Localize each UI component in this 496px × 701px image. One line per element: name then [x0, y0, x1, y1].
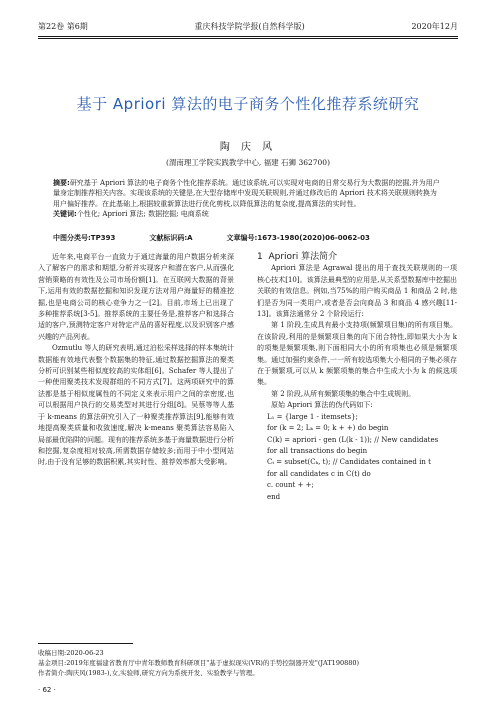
keywords	[53, 209, 443, 219]
code-line: Cₜ = subset(Cₖ, t); // Candidates contained in t	[267, 458, 431, 467]
code-line: end	[267, 492, 281, 501]
code-line: C(k) = apriori - gen (L(k - 1)); // New candidates	[267, 435, 439, 444]
body-paragraph: Apriori 算法是 Agrawal 提出的用于查找关联规则的一项核心技术[10]。该算法最典型的应用是,从关系型数据库中挖掘出关联的有效信息。例如,当75%的用户购买商品 1 和商品 2 时,他们是否为同一类用户,或者是否会向商品 3 和商品 4 感兴趣[11-13]。该算法通常分 2 个阶段运行:	[257, 264, 457, 319]
document-code: 文献标识码:A	[149, 234, 193, 242]
clc-number: 中图分类号:TP393	[53, 234, 116, 242]
pseudocode-block	[257, 412, 457, 503]
paper-title: 基于 Apriori 算法的电子商务个性化推荐系统研究	[76, 95, 420, 113]
article-number: 文章编号:1673-1980(2020)06-0062-03	[226, 234, 370, 242]
left-column	[38, 252, 234, 469]
code-line: for all candidates c in C(t) do	[267, 469, 371, 478]
footnote-bio: 作者简介:陶庆风(1983-),女,实验师,研究方向为系统开发、实验教学与管理。	[38, 669, 259, 677]
body-paragraph: 近年来,电商平台一直致力于通过海量的用户数据分析来深入了解客户的需求和期望,分析并实现客户和潜在客户,从而强化营销策略的有效性及公司市场份额[1]。在互联网大数据的背景下,运用有效的数据挖掘和知识发现方法对用户海量好的精准挖掘,也是电商公司的核心竞争力之一[2]。目前,市场上已出现了多种推荐系统[3-5]。推荐系统的主要任务是,推荐客户和选择合适的客户,预测特定客户对特定产品的喜好程度,以及识别客户感兴趣的产品列表。	[38, 253, 234, 341]
footnote-fund: 基金项目:2019年度福建省教育厅中青年教师教育科研项目"基于虚拟现实(VR)的手势控制器开发"(JAT190880)	[38, 659, 360, 667]
issue-date: 2020年12月	[411, 21, 458, 31]
author-affiliation: (渭南理工学院实践教学中心, 福建 石狮 362700)	[165, 158, 331, 167]
code-line: c. count + +;	[267, 481, 314, 490]
footnote-rule	[38, 643, 133, 644]
right-column	[257, 252, 457, 503]
body-paragraph: Ozmutlu 等人的研究表明,通过泊松采样选择的样本集统计数据能有效地代表整个数据集的特征,通过数据挖掘算法的聚类分析可识别某些相似度较高的实体组[6]。Schafer 等人提出了一种使用聚类技术发现群组的不同方式[7]。这两项研究中的算法都是基于相似度属性的不同定义来表示用户之间的亲密度,也可以根据用户执行的交易类型对其进行分组[8]。吴蔡等等人基于 k-means 的算法研究引入了一种聚类推荐算法[9],能够有效地提高聚类质量和收敛速度,解决 k-means 聚类算法容易陷入局部最优陷阱的问题。现有的推荐系统多基于海量数据进行分析和挖掘,复杂度相对较高,所需数据存储较多;而用于中小型网站时,由于没有足够的数据积累,其实时性、推荐效率都大受影响。	[38, 344, 234, 467]
body-paragraph: 第 1 阶段,生成具有最小支持项(频繁项目集)的所有项目集。在该阶段,利用的是频繁项目集的向下闭合特性,即如果大小为 k 的项集是频繁项集,则下面相同大小的所有项集也必须是频繁项集。通过加强约束条件,一一所有较选项集大小相同的子集必须存在于频繁项,可以从 k 频繁项集的集合中生成大小为 k 的候选项集。	[257, 321, 457, 387]
journal-name: 重庆科技学院学报(自然科学版)	[194, 21, 305, 31]
footnote-received: 收稿日期:2020-06-23	[38, 649, 104, 657]
body-paragraph: 第 2 阶段,从所有频繁项集的集合中生成规则。	[271, 389, 416, 398]
keywords-label: 关键词:	[53, 210, 77, 219]
code-line: L₁ = {large 1 - itemsets};	[267, 412, 358, 421]
code-line: for (k = 2; Lₖ = 0; k + +) do begin	[267, 424, 389, 433]
body-paragraph: 原始 Apriori 算法的伪代码如下:	[271, 401, 373, 410]
classification-line	[53, 233, 443, 243]
abstract-block	[53, 178, 443, 220]
abstract	[53, 178, 443, 209]
author-name: 陶 庆 风	[219, 142, 277, 153]
section-title: Apriori 算法简介	[268, 252, 338, 262]
keywords-text: 个性化; Apriori 算法; 数据挖掘; 电商系统	[76, 210, 209, 219]
running-header	[38, 20, 458, 32]
code-line: for all transactions do begin	[267, 446, 368, 455]
header-rule	[38, 36, 458, 37]
section-heading	[257, 252, 457, 263]
abstract-text: 研究基于 Apriori 算法的电子商务个性化推荐系统。通过该系统,可以实现对电商的日常交易行为大数据的挖掘,并为用户量身定制推荐相关内容。实现该系统的关键是,在大型存储库中发现关联规则,并通过修改后的 Apriori 技术将关联规则转换为用户偏好推荐。在此基础上,根据较重新算法进行优化剪枝,以降低算法的复杂度,提高算法的实时性。	[53, 179, 440, 208]
abstract-label: 摘要:	[53, 179, 70, 187]
issue-number: 第22卷 第6期	[38, 21, 88, 31]
header-rule-thin	[38, 38, 458, 39]
section-number: 1	[257, 252, 263, 262]
page-number: · 62 ·	[38, 686, 56, 694]
